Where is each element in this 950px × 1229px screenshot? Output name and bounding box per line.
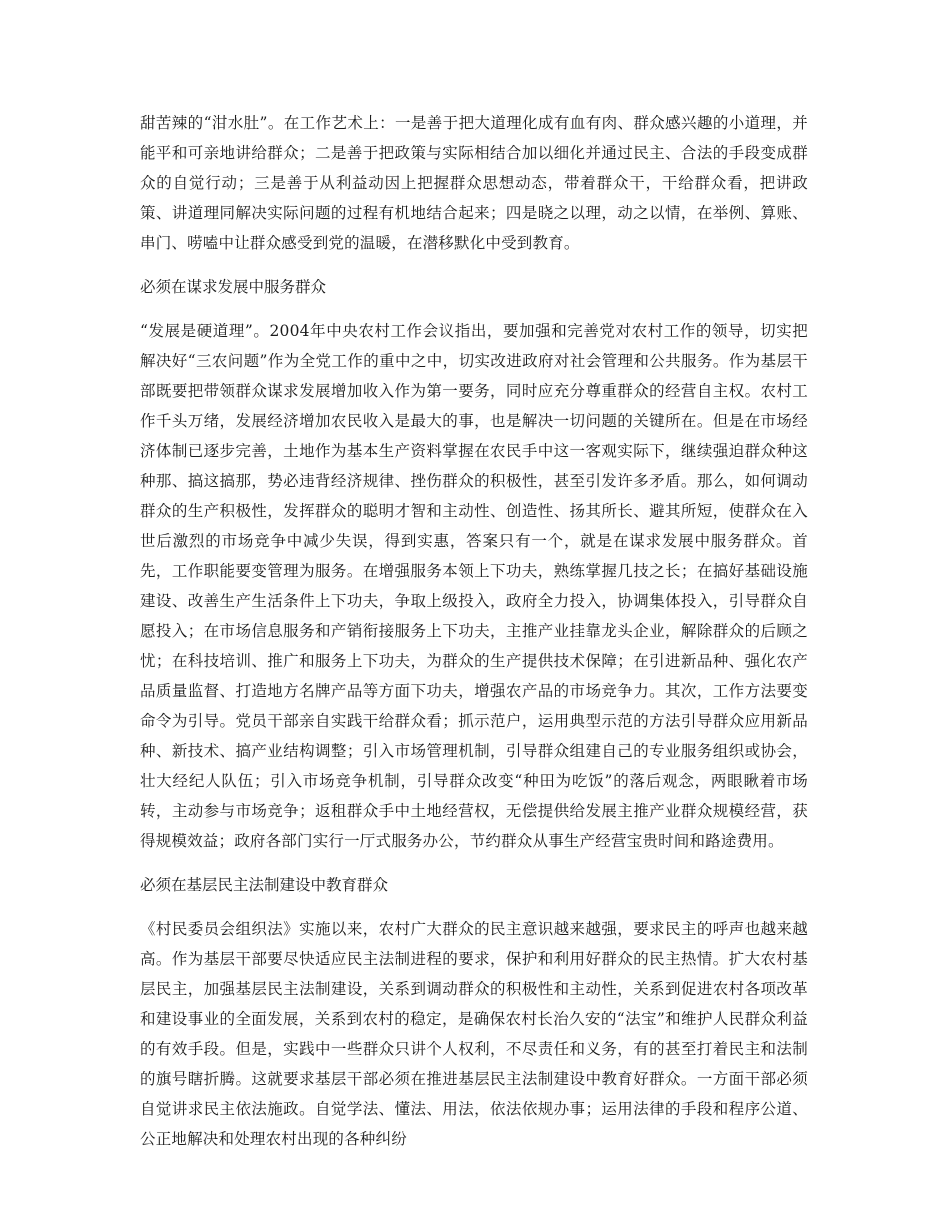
paragraph-gap bbox=[140, 258, 808, 272]
section-heading-serve-masses: 必须在谋求发展中服务群众 bbox=[140, 278, 327, 296]
paragraph-work-art: 甜苦辣的“泔水肚”。在工作艺术上：一是善于把大道理化成有血有肉、群众感兴趣的小道理，并能平和可亲地讲给群众；二是善于把政策与实际相结合加以细化并通过民主、合法的手段变成群众的自觉行动；三是善于从利益动因上把握群众思想动态，带着群众干，干给群众看，把讲政策、讲道理同解决实际问题的过程有机地结合起来；四是晓之以理，动之以情，在举例、算账、串门、唠嗑中让群众感受到党的温暖，在潜移默化中受到教育。 bbox=[140, 114, 808, 252]
paragraph-gap bbox=[140, 302, 808, 316]
document-page bbox=[140, 108, 808, 1154]
paragraph-development: “发展是硬道理”。2004年中央农村工作会议指出，要加强和完善党对农村工作的领导，切实把解决好“三农问题”作为全党工作的重中之中，切实改进政府对社会管理和公共服务。作为基层干部既要把带领群众谋求发展增加收入作为第一要务，同时应充分尊重群众的经营自主权。农村工作千头万绪，发展经济增加农民收入是最大的事，也是解决一切问题的关键所在。但是在市场经济体制已逐步完善，土地作为基本生产资料掌握在农民手中这一客观实际下，继续强迫群众种这种那、搞这搞那，势必违背经济规律、挫伤群众的积极性，甚至引发许多矛盾。那么，如何调动群众的生产积极性，发挥群众的聪明才智和主动性、创造性、扬其所长、避其所短，使群众在入世后激烈的市场竞争中减少失误，得到实惠，答案只有一个，就是在谋求发展中服务群众。首先，工作职能要变管理为服务。在增强服务本领上下功夫，熟练掌握几技之长；在搞好基础设施建设、改善生产生活条件上下功夫，争取上级投入，政府全力投入，协调集体投入，引导群众自愿投入；在市场信息服务和产销衔接服务上下功夫，主推产业挂靠龙头企业，解除群众的后顾之忧；在科技培训、推广和服务上下功夫，为群众的生产提供技术保障；在引进新品种、强化农产品质量监督、打造地方名牌产品等方面下功夫，增强农产品的市场竞争力。其次，工作方法要变命令为引导。党员干部亲自实践干给群众看；抓示范户，运用典型示范的方法引导群众应用新品种、新技术、搞产业结构调整；引入市场管理机制，引导群众组建自己的专业服务组织或协会，壮大经纪人队伍；引入市场竞争机制，引导群众改变“种田为吃饭”的落后观念，两眼瞅着市场转，主动参与市场竞争；返租群众手中土地经营权，无偿提供给发展主推产业群众规模经营，获得规模效益；政府各部门实行一厅式服务办公，节约群众从事生产经营宝贵时间和路途费用。 bbox=[140, 322, 808, 850]
paragraph-gap bbox=[140, 900, 808, 914]
paragraph-gap bbox=[140, 856, 808, 870]
section-heading-educate-masses: 必须在基层民主法制建设中教育群众 bbox=[140, 876, 389, 894]
paragraph-democracy-law: 《村民委员会组织法》实施以来，农村广大群众的民主意识越来越强，要求民主的呼声也越来越高。作为基层干部要尽快适应民主法制进程的要求，保护和利用好群众的民主热情。扩大农村基层民主，加强基层民主法制建设，关系到调动群众的积极性和主动性，关系到促进农村各项改革和建设事业的全面发展，关系到农村的稳定，是确保农村长治久安的“法宝”和维护人民群众利益的有效手段。但是，实践中一些群众只讲个人权利，不尽责任和义务，有的甚至打着民主和法制的旗号瞎折腾。这就要求基层干部必须在推进基层民主法制建设中教育好群众。一方面干部必须自觉讲求民主依法施政。自觉学法、懂法、用法，依法依规办事；运用法律的手段和程序公道、公正地解决和处理农村出现的各种纠纷 bbox=[140, 920, 808, 1148]
